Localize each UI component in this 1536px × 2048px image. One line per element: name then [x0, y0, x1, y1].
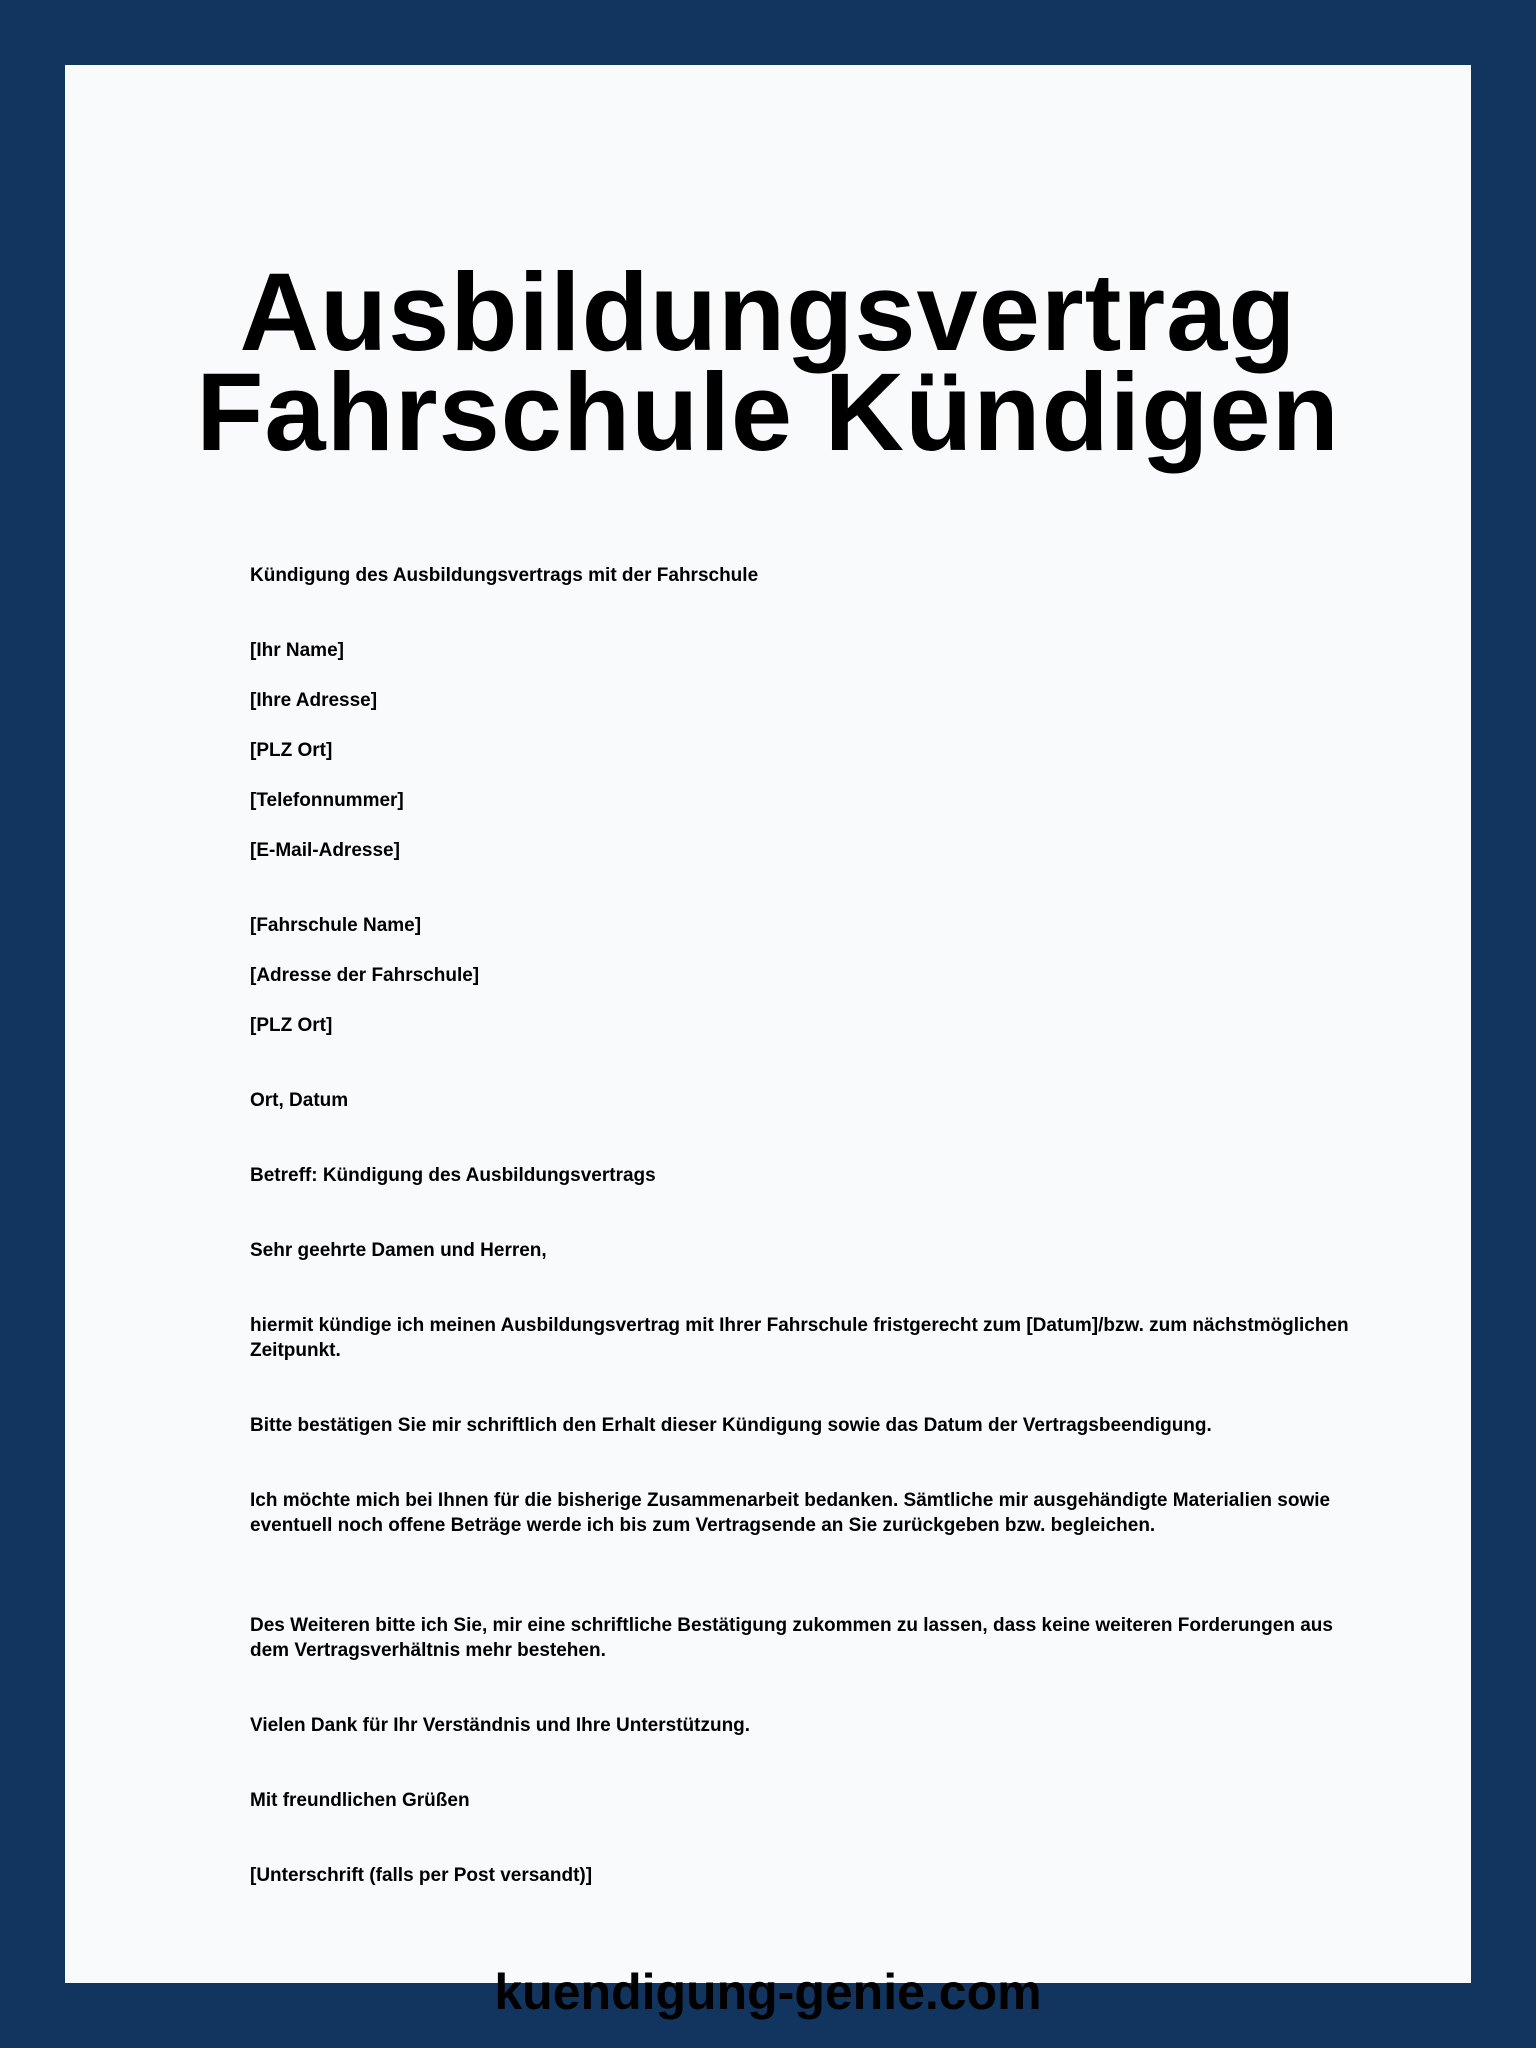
sender-phone: [Telefonnummer] — [250, 790, 404, 811]
paragraph-confirmation-request: Bitte bestätigen Sie mir schriftlich den Erhalt dieser Kündigung sowie das Datum der Vertragsbeendigung. — [250, 1415, 1212, 1436]
paragraph-thanks-return: Ich möchte mich bei Ihnen für die bisherige Zusammenarbeit bedanken. Sämtliche mir ausgehändigte Materialien sowie eventuell noch offene Beträge werde ich bis zum Vertragsende an Sie zurückgeben bzw. begleichen. — [250, 1490, 1331, 1536]
signature-placeholder: [Unterschrift (falls per Post versandt)] — [250, 1865, 593, 1886]
paragraph-termination: hiermit kündige ich meinen Ausbildungsvertrag mit Ihrer Fahrschule fristgerecht zum [Datum]/bzw. zum nächstmöglichen Zeitpunkt. — [250, 1315, 1349, 1361]
paragraph-gratitude: Vielen Dank für Ihr Verständnis und Ihre Unterstützung. — [250, 1715, 751, 1736]
document-page — [65, 65, 1471, 2020]
website-footer: kuendigung-genie.com — [494, 1964, 1042, 2020]
place-date: Ort, Datum — [250, 1090, 349, 1111]
recipient-zip-city: [PLZ Ort] — [250, 1015, 333, 1036]
recipient-address: [Adresse der Fahrschule] — [250, 965, 480, 986]
sender-address: [Ihre Adresse] — [250, 690, 378, 711]
document-title-line-2: Fahrschule Kündigen — [196, 351, 1340, 474]
sender-zip-city: [PLZ Ort] — [250, 740, 333, 761]
recipient-name: [Fahrschule Name] — [250, 915, 422, 936]
letter-heading: Kündigung des Ausbildungsvertrags mit der Fahrschule — [250, 565, 759, 586]
paragraph-no-claims: Des Weiteren bitte ich Sie, mir eine schriftliche Bestätigung zukommen zu lassen, dass keine weiteren Forderungen aus dem Vertragsverhältnis mehr bestehen. — [250, 1615, 1333, 1661]
document-title — [65, 251, 1471, 474]
closing: Mit freundlichen Grüßen — [250, 1790, 470, 1811]
document-title-line-1: Ausbildungsvertrag — [239, 251, 1297, 374]
subject-line: Betreff: Kündigung des Ausbildungsvertrags — [250, 1165, 656, 1186]
sender-name: [Ihr Name] — [250, 640, 344, 661]
sender-email: [E-Mail-Adresse] — [250, 840, 400, 861]
salutation: Sehr geehrte Damen und Herren, — [250, 1240, 547, 1261]
